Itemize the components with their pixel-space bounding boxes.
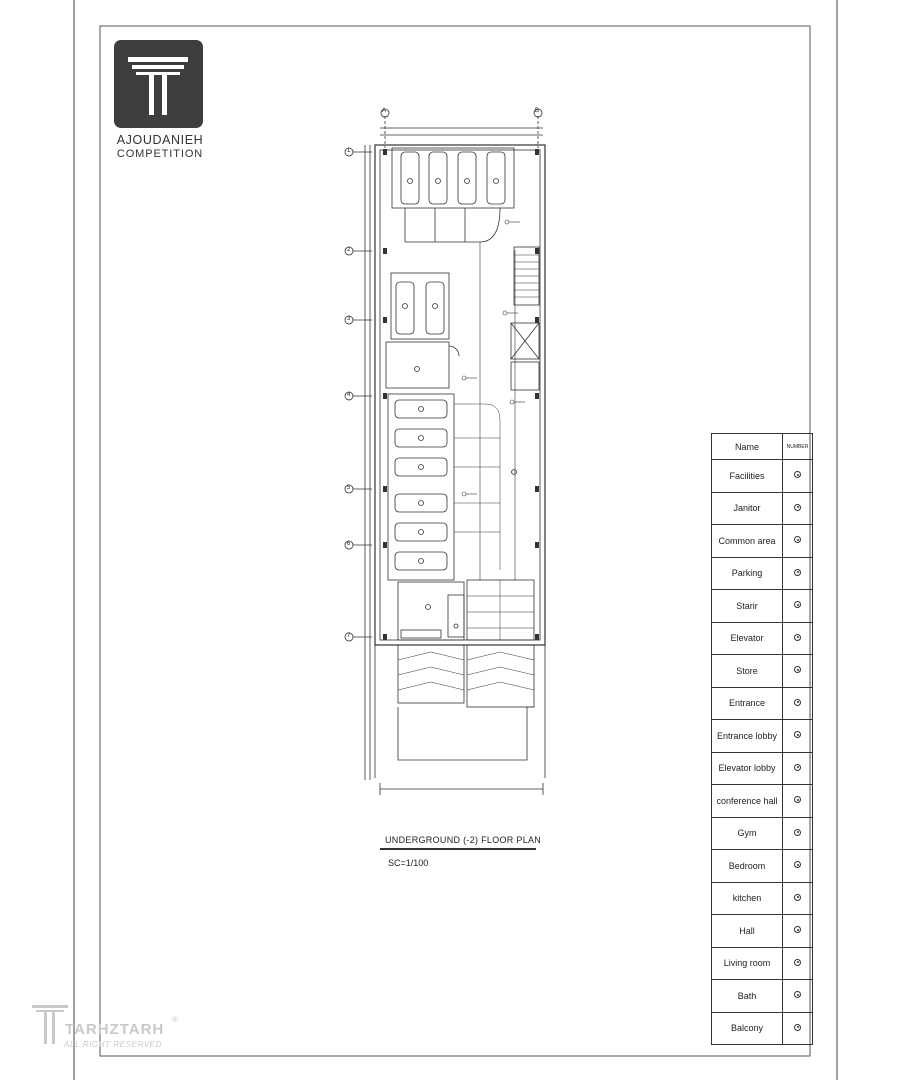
legend-room-symbol	[783, 557, 813, 590]
legend-room-name: Bedroom	[712, 850, 783, 883]
legend-room-name: Common area	[712, 525, 783, 558]
legend-room-name: Entrance lobby	[712, 720, 783, 753]
legend-room-symbol	[783, 817, 813, 850]
plan-title-underline	[380, 848, 536, 850]
legend-room-name: Hall	[712, 915, 783, 948]
room-tag-icon	[794, 796, 801, 803]
room-tag-icon	[794, 569, 801, 576]
legend-header-row	[712, 434, 813, 460]
legend-room-name: Entrance	[712, 687, 783, 720]
legend-room-name: Elevator	[712, 622, 783, 655]
car-group-middle	[396, 282, 444, 334]
legend-row	[712, 817, 813, 850]
legend-row	[712, 947, 813, 980]
legend-row	[712, 752, 813, 785]
legend-room-name: Facilities	[712, 460, 783, 493]
axis-label-4: 4	[347, 392, 351, 398]
legend-room-symbol	[783, 980, 813, 1013]
legend-room-symbol	[783, 882, 813, 915]
room-tag-icon	[794, 894, 801, 901]
legend-row	[712, 785, 813, 818]
room-tag-icon	[794, 536, 801, 543]
legend-room-symbol	[783, 590, 813, 623]
room-tag-icon	[794, 764, 801, 771]
legend-header-symbol: NUMBER	[783, 434, 813, 460]
legend-row	[712, 687, 813, 720]
legend-room-symbol	[783, 947, 813, 980]
room-tag-icon	[794, 991, 801, 998]
room-tag-icon	[794, 926, 801, 933]
legend-room-symbol	[783, 492, 813, 525]
legend-row	[712, 590, 813, 623]
axis-label-2: 2	[347, 247, 351, 253]
legend-room-symbol	[783, 1012, 813, 1045]
plan-title: UNDERGROUND (-2) FLOOR PLAN	[385, 835, 542, 845]
legend-room-symbol	[783, 687, 813, 720]
floor-plan	[330, 100, 570, 800]
watermark-registered: ®	[172, 1015, 178, 1024]
legend-room-symbol	[783, 850, 813, 883]
room-legend-table	[711, 433, 813, 1045]
legend-room-name: Elevator lobby	[712, 752, 783, 785]
room-tag-icon	[794, 601, 801, 608]
room-tag-icon	[794, 471, 801, 478]
logo-title: AJOUDANIEH	[116, 133, 204, 147]
legend-row	[712, 525, 813, 558]
legend-room-name: Parking	[712, 557, 783, 590]
legend-room-name: Janitor	[712, 492, 783, 525]
room-tag-icon	[794, 829, 801, 836]
axis-label-6: 6	[347, 541, 351, 547]
room-tag-icon	[794, 861, 801, 868]
axis-label-7: 7	[347, 633, 351, 639]
logo-subtitle: COMPETITION	[116, 148, 204, 160]
legend-row	[712, 882, 813, 915]
legend-room-name: Bath	[712, 980, 783, 1013]
room-tag-icon	[794, 666, 801, 673]
plan-scale: SC=1/100	[388, 858, 429, 868]
room-tag-icon	[794, 959, 801, 966]
car-group-side	[395, 400, 447, 570]
logo-mark	[114, 40, 203, 128]
legend-room-symbol	[783, 622, 813, 655]
room-tag-icon	[794, 504, 801, 511]
legend-row	[712, 557, 813, 590]
axis-label-b: B	[535, 108, 540, 114]
legend-row	[712, 655, 813, 688]
legend-room-name: Balcony	[712, 1012, 783, 1045]
legend-row	[712, 980, 813, 1013]
legend-row	[712, 1012, 813, 1045]
legend-row	[712, 622, 813, 655]
legend-room-name: Starir	[712, 590, 783, 623]
watermark-rights: ALL RIGHT RESERVED	[64, 1040, 163, 1049]
legend-row	[712, 720, 813, 753]
legend-room-symbol	[783, 752, 813, 785]
legend-room-symbol	[783, 525, 813, 558]
legend-row	[712, 460, 813, 493]
legend-room-symbol	[783, 915, 813, 948]
legend-room-name: Gym	[712, 817, 783, 850]
axis-label-1: 1	[347, 148, 351, 154]
room-tag-icon	[794, 699, 801, 706]
room-tag-icon	[794, 731, 801, 738]
column-logo-icon	[114, 40, 203, 128]
legend-header-name: Name	[712, 434, 783, 460]
legend-room-symbol	[783, 460, 813, 493]
axis-label-5: 5	[347, 485, 351, 491]
legend-room-name: Store	[712, 655, 783, 688]
legend-row	[712, 492, 813, 525]
legend-room-symbol	[783, 785, 813, 818]
car-group-top	[401, 152, 505, 204]
axis-label-a: A	[382, 108, 387, 114]
legend-room-symbol	[783, 655, 813, 688]
legend-room-name: kitchen	[712, 882, 783, 915]
watermark-brand: TARHZTARH	[65, 1021, 165, 1038]
room-tag-icon	[794, 1024, 801, 1031]
room-tag-icon	[794, 634, 801, 641]
legend-room-symbol	[783, 720, 813, 753]
axis-label-3: 3	[347, 316, 351, 322]
legend-room-name: conference hall	[712, 785, 783, 818]
legend-row	[712, 850, 813, 883]
legend-row	[712, 915, 813, 948]
legend-room-name: Living room	[712, 947, 783, 980]
